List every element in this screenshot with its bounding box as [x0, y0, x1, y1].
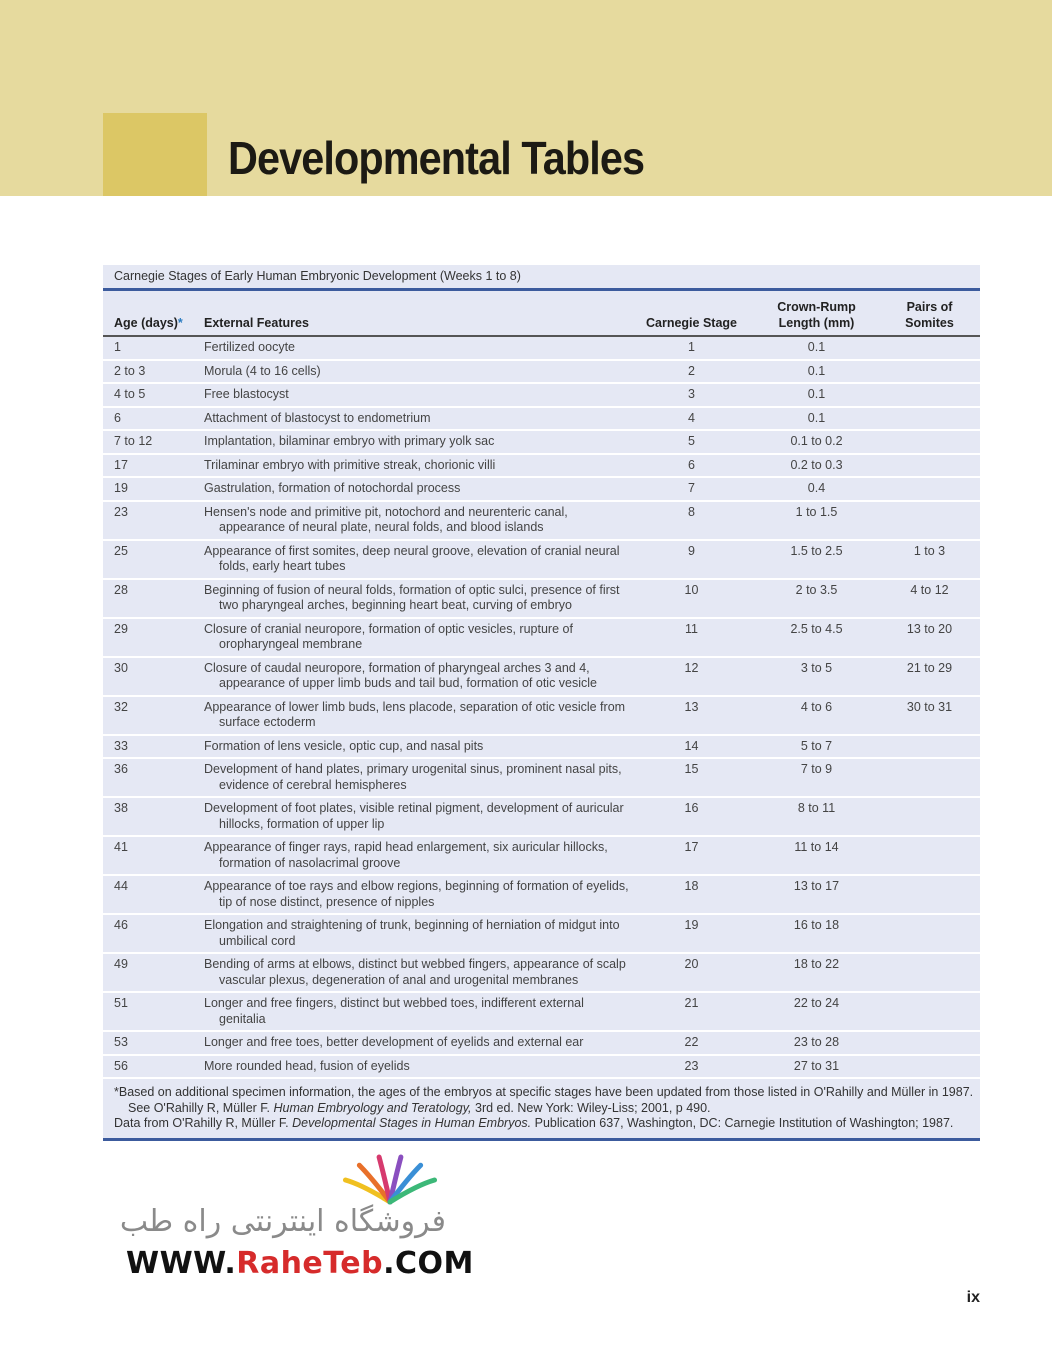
footnote-marker: * [177, 316, 183, 330]
cell-crl: 3 to 5 [754, 657, 879, 696]
table-row [103, 836, 980, 875]
cell-somites [879, 875, 980, 914]
cell-crl: 0.1 [754, 383, 879, 407]
cell-crl: 23 to 28 [754, 1031, 879, 1055]
table-row [103, 1055, 980, 1078]
cell-age: 1 [114, 340, 121, 354]
cell-somites [879, 430, 980, 454]
cell-stage: 14 [629, 735, 754, 759]
table-footnote [103, 1077, 980, 1141]
cell-stage: 23 [629, 1055, 754, 1078]
cell-age: 2 to 3 [103, 360, 204, 384]
cell-somites [879, 914, 980, 953]
table-row [103, 579, 980, 618]
cell-stage: 18 [629, 875, 754, 914]
cell-stage: 22 [629, 1031, 754, 1055]
cell-crl: 27 to 31 [754, 1055, 879, 1078]
cell-stage: 4 [629, 407, 754, 431]
cell-somites [879, 383, 980, 407]
cell-somites [879, 797, 980, 836]
table-row [103, 383, 980, 407]
carnegie-stages-table [103, 265, 980, 1141]
cell-age: 41 [103, 836, 204, 875]
cell-stage: 16 [629, 797, 754, 836]
cell-features: Appearance of toe rays and elbow regions, beginning of formation of eyelids, tip of nose distinct, presence of nipples [204, 875, 629, 914]
table-caption: Carnegie Stages of Early Human Embryonic Development (Weeks 1 to 8) [103, 265, 980, 291]
cell-age: 17 [103, 454, 204, 478]
cell-features: More rounded head, fusion of eyelids [204, 1055, 629, 1078]
cell-age: 36 [103, 758, 204, 797]
footnote-line-3: Data from O'Rahilly R, Müller F. Developmental Stages in Human Embryos. Publication 637, Washington, DC: Carnegie Institution of Washington; 1987. [114, 1116, 954, 1130]
cell-stage: 8 [629, 501, 754, 540]
watermark-persian-text: فروشگاه اینترنتی راه طب [119, 1204, 446, 1239]
cell-crl: 7 to 9 [754, 758, 879, 797]
cell-crl: 0.1 [754, 407, 879, 431]
table-row [103, 992, 980, 1031]
cell-stage: 7 [629, 477, 754, 501]
cell-features: Implantation, bilaminar embryo with primary yolk sac [204, 430, 629, 454]
cell-somites [879, 836, 980, 875]
cell-stage: 15 [629, 758, 754, 797]
footnote-line-2: See O'Rahilly R, Müller F. Human Embryology and Teratology, 3rd ed. New York: Wiley-Liss; 2001, p 490. [128, 1100, 711, 1115]
table-row [103, 875, 980, 914]
table-row [103, 454, 980, 478]
cell-age: 25 [103, 540, 204, 579]
cell-features: Formation of lens vesicle, optic cup, and nasal pits [204, 735, 629, 759]
cell-age: 46 [103, 914, 204, 953]
cell-features: Longer and free toes, better development of eyelids and external ear [204, 1031, 629, 1055]
footnote-line-1: *Based on additional specimen information, the ages of the embryos at specific stages have been updated from those listed in O'Rahilly and Müller in 1987. [114, 1085, 974, 1099]
cell-crl: 11 to 14 [754, 836, 879, 875]
cell-features: Appearance of first somites, deep neural groove, elevation of cranial neural folds, early heart tubes [204, 540, 629, 579]
cell-crl: 5 to 7 [754, 735, 879, 759]
cell-age: 7 to 12 [103, 430, 204, 454]
cell-stage: 2 [629, 360, 754, 384]
cell-age: 44 [103, 875, 204, 914]
cell-age: 30 [103, 657, 204, 696]
cell-somites: 30 to 31 [879, 696, 980, 735]
data-table [103, 291, 980, 1077]
cell-stage: 6 [629, 454, 754, 478]
watermark-logo [119, 1150, 474, 1281]
cell-somites [879, 735, 980, 759]
table-row [103, 618, 980, 657]
cell-age: 6 [103, 407, 204, 431]
cell-somites [879, 953, 980, 992]
cell-stage: 3 [629, 383, 754, 407]
cell-age: 29 [103, 618, 204, 657]
cell-crl: 8 to 11 [754, 797, 879, 836]
cell-crl: 2.5 to 4.5 [754, 618, 879, 657]
cell-age: 51 [103, 992, 204, 1031]
cell-features: Hensen's node and primitive pit, notochord and neurenteric canal, appearance of neural plate, neural folds, and blood islands [204, 501, 629, 540]
cell-age: 49 [103, 953, 204, 992]
open-book-icon [335, 1150, 445, 1206]
header-age: Age (days)* [103, 291, 204, 336]
page-title: Developmental Tables [228, 132, 645, 184]
cell-features: Appearance of lower limb buds, lens placode, separation of otic vesicle from surface ectoderm [204, 696, 629, 735]
cell-crl: 18 to 22 [754, 953, 879, 992]
cell-stage: 5 [629, 430, 754, 454]
watermark-url: WWW.RaheTeb.COM [126, 1246, 474, 1281]
cell-features: Free blastocyst [204, 383, 629, 407]
cell-features: Fertilized oocyte [204, 340, 296, 354]
header-stage: Carnegie Stage [629, 291, 754, 336]
cell-somites: 4 to 12 [879, 579, 980, 618]
cell-stage: 20 [629, 953, 754, 992]
table-row [103, 914, 980, 953]
cell-features: Appearance of finger rays, rapid head enlargement, six auricular hillocks, formation of nasolacrimal groove [204, 836, 629, 875]
table-row [103, 1031, 980, 1055]
cell-crl: 0.1 [754, 360, 879, 384]
table-row [103, 758, 980, 797]
cell-features: Development of foot plates, visible retinal pigment, development of auricular hillocks, formation of upper lip [204, 797, 629, 836]
cell-somites: 21 to 29 [879, 657, 980, 696]
cell-age: 53 [103, 1031, 204, 1055]
header-somites: Pairs of Somites [879, 291, 980, 336]
cell-features: Longer and free fingers, distinct but webbed toes, indifferent external genitalia [204, 992, 629, 1031]
cell-stage: 21 [629, 992, 754, 1031]
cell-somites [879, 758, 980, 797]
cell-features: Beginning of fusion of neural folds, formation of optic sulci, presence of first two pharyngeal arches, beginning heart beat, curving of embryo [204, 579, 629, 618]
cell-somites [879, 501, 980, 540]
cell-crl: 0.1 [807, 340, 826, 354]
cell-somites [879, 454, 980, 478]
table-row [103, 501, 980, 540]
cell-somites: 1 to 3 [879, 540, 980, 579]
table-row [103, 696, 980, 735]
cell-stage: 11 [629, 618, 754, 657]
cell-crl: 22 to 24 [754, 992, 879, 1031]
table-row [103, 735, 980, 759]
table-body [103, 336, 980, 1077]
cell-stage: 12 [629, 657, 754, 696]
table-row [103, 360, 980, 384]
cell-stage: 13 [629, 696, 754, 735]
cell-crl: 16 to 18 [754, 914, 879, 953]
cell-somites [879, 992, 980, 1031]
cell-features: Elongation and straightening of trunk, beginning of herniation of midgut into umbilical cord [204, 914, 629, 953]
cell-stage: 19 [629, 914, 754, 953]
cell-age: 38 [103, 797, 204, 836]
table-row [103, 336, 980, 360]
table-row [103, 953, 980, 992]
cell-age: 32 [103, 696, 204, 735]
cell-stage: 9 [629, 540, 754, 579]
cell-somites [879, 1055, 980, 1078]
cell-somites [879, 360, 980, 384]
cell-somites [879, 1031, 980, 1055]
cell-stage: 17 [629, 836, 754, 875]
table-row [103, 407, 980, 431]
cell-age: 56 [103, 1055, 204, 1078]
cell-crl: 2 to 3.5 [754, 579, 879, 618]
cell-somites [879, 336, 980, 360]
table-row [103, 430, 980, 454]
header-crl: Crown-Rump Length (mm) [754, 291, 879, 336]
cell-features: Trilaminar embryo with primitive streak, chorionic villi [204, 454, 629, 478]
cell-crl: 13 to 17 [754, 875, 879, 914]
cell-features: Gastrulation, formation of notochordal process [204, 477, 629, 501]
cell-somites [879, 477, 980, 501]
cell-crl: 1.5 to 2.5 [754, 540, 879, 579]
cell-features: Closure of cranial neuropore, formation of optic vesicles, rupture of oropharyngeal membrane [204, 618, 629, 657]
cell-stage: 1 [688, 340, 695, 354]
banner-accent-square [103, 113, 207, 196]
table-row [103, 657, 980, 696]
cell-age: 4 to 5 [103, 383, 204, 407]
table-row [103, 540, 980, 579]
cell-stage: 10 [629, 579, 754, 618]
cell-age: 23 [103, 501, 204, 540]
cell-crl: 4 to 6 [754, 696, 879, 735]
header-features: External Features [204, 291, 629, 336]
cell-somites [879, 407, 980, 431]
cell-crl: 0.4 [754, 477, 879, 501]
page-number: ix [966, 1289, 980, 1306]
table-row [103, 797, 980, 836]
cell-age: 33 [103, 735, 204, 759]
cell-features: Closure of caudal neuropore, formation of pharyngeal arches 3 and 4, appearance of upper limb buds and tail bud, formation of otic vesicle [204, 657, 629, 696]
cell-age: 19 [103, 477, 204, 501]
header-row [103, 291, 980, 336]
cell-crl: 0.2 to 0.3 [754, 454, 879, 478]
cell-crl: 0.1 to 0.2 [754, 430, 879, 454]
cell-features: Development of hand plates, primary urogenital sinus, prominent nasal pits, evidence of cerebral hemispheres [204, 758, 629, 797]
cell-features: Attachment of blastocyst to endometrium [204, 407, 629, 431]
cell-somites: 13 to 20 [879, 618, 980, 657]
cell-features: Morula (4 to 16 cells) [204, 360, 629, 384]
cell-crl: 1 to 1.5 [754, 501, 879, 540]
cell-age: 28 [103, 579, 204, 618]
cell-features: Bending of arms at elbows, distinct but webbed fingers, appearance of scalp vascular plexus, degeneration of anal and urogenital membranes [204, 953, 629, 992]
table-row [103, 477, 980, 501]
